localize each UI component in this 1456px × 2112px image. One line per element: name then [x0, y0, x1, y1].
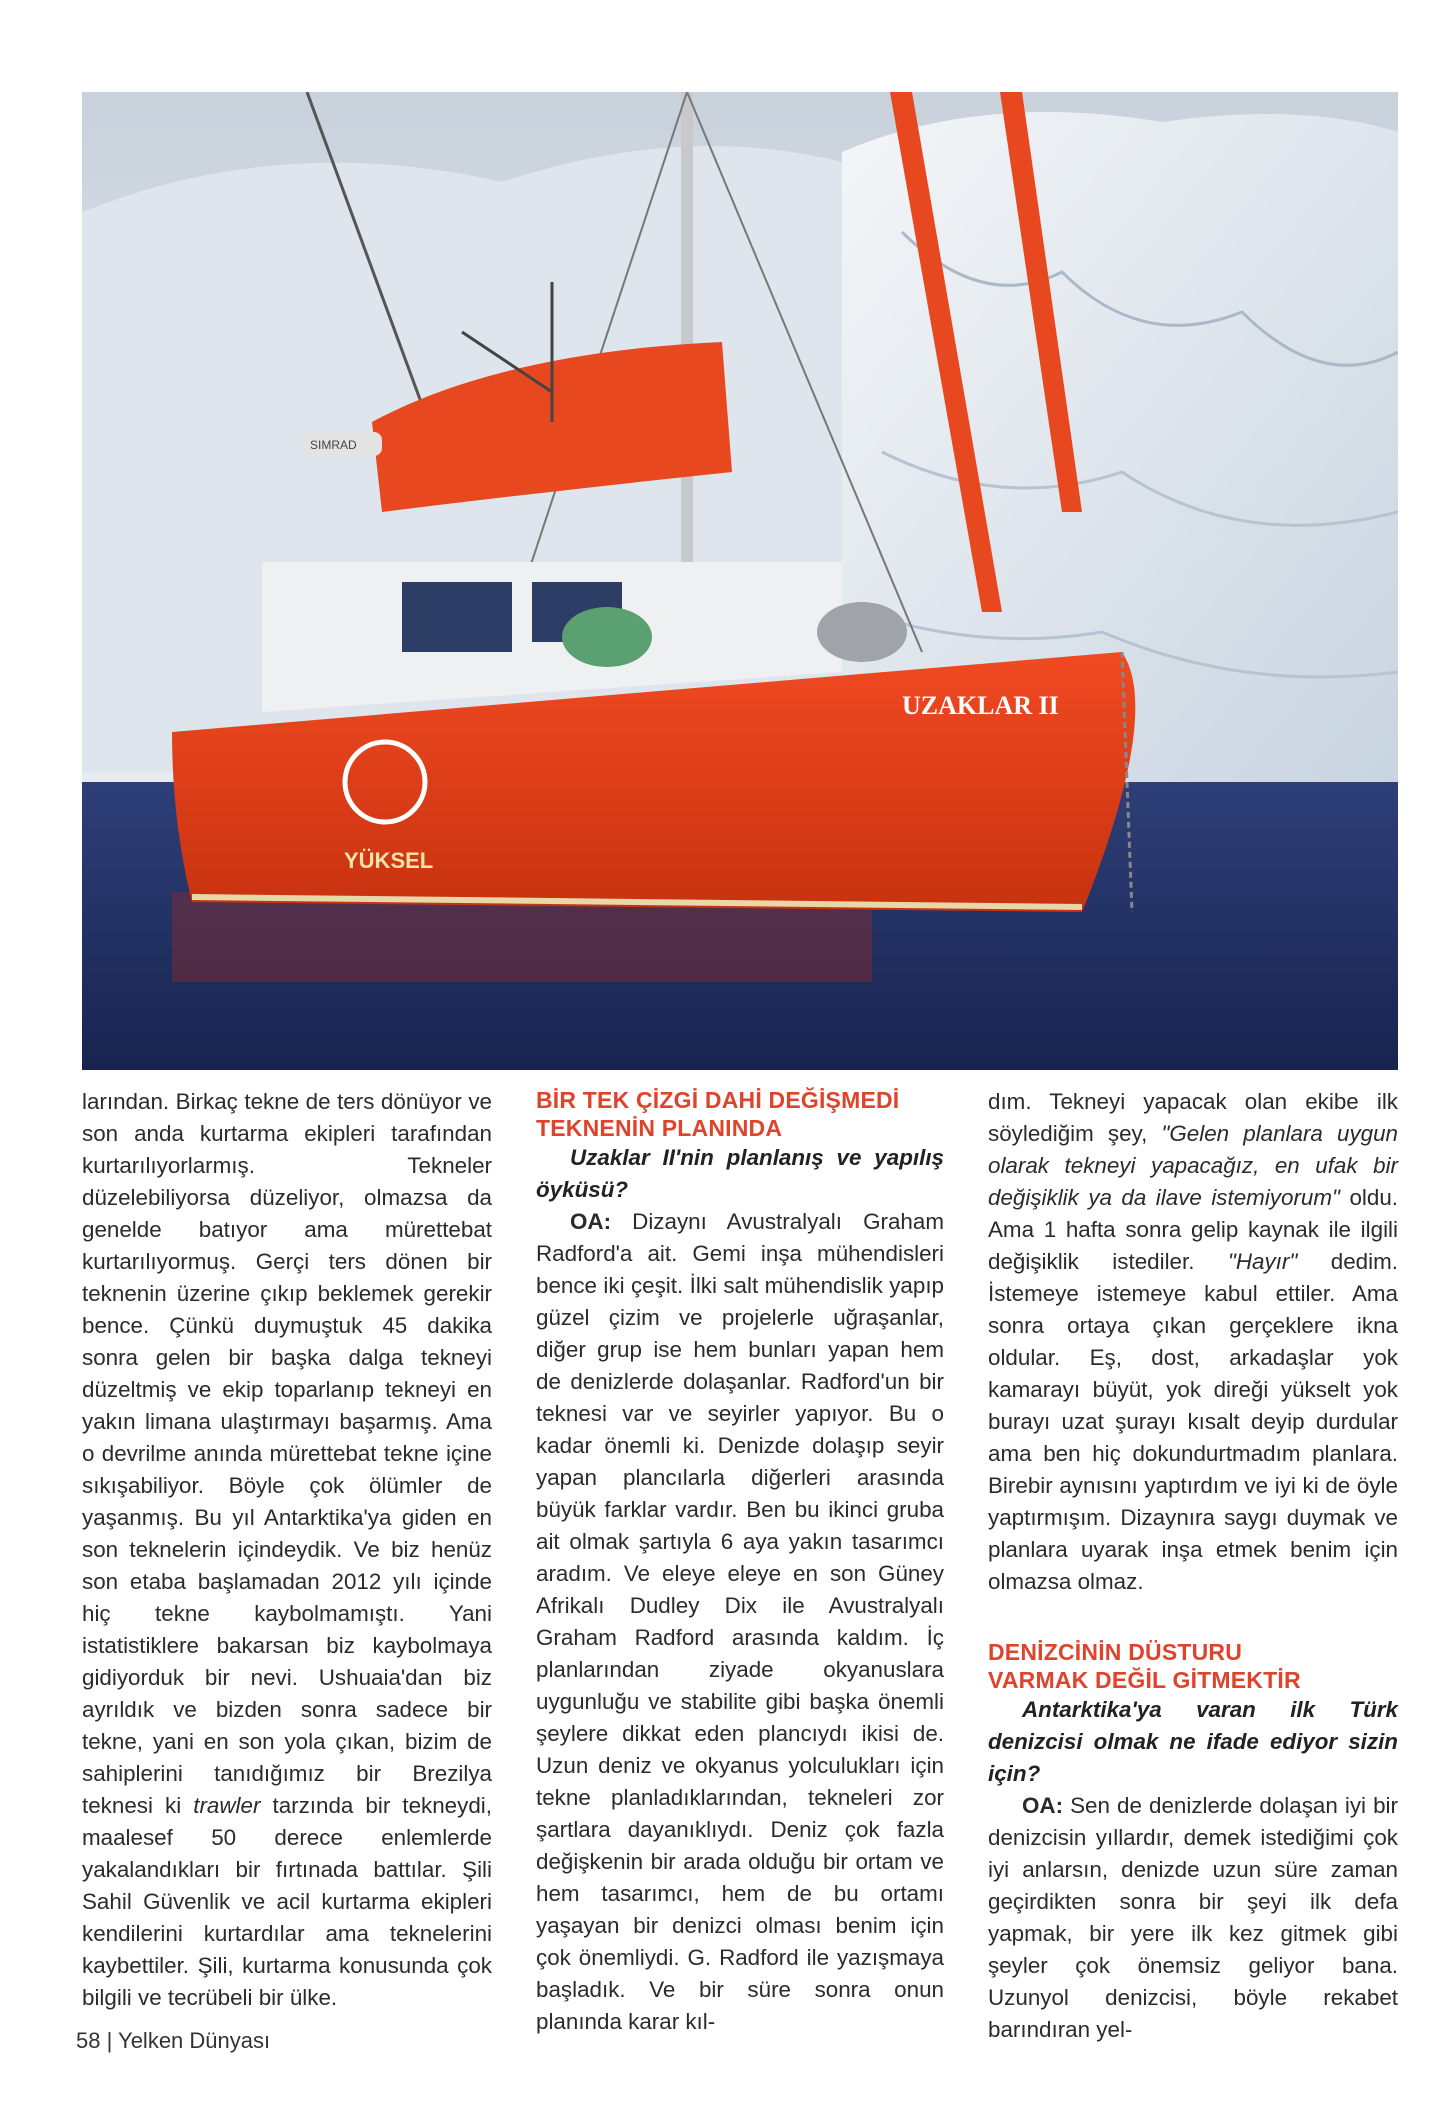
col3-text-2: oldu. Ama 1 hafta sonra gelip kaynak ile ilgili değişiklik istediler.	[988, 1185, 1398, 1274]
sailboat-illustration	[82, 92, 1398, 1070]
sailboat-photo	[82, 92, 1398, 1070]
heading-line-2: TEKNENİN PLANINDA	[536, 1115, 783, 1141]
heading-line-1: DENİZCİNİN DÜSTURU	[988, 1639, 1243, 1665]
speaker-label: OA:	[570, 1209, 612, 1234]
boat-name-text: UZAKLAR II	[902, 691, 1059, 720]
page-number: 58	[76, 2028, 101, 2053]
heading-line-1: BİR TEK ÇİZGİ DAHİ DEĞİŞMEDİ	[536, 1087, 900, 1113]
column-3	[988, 1086, 1398, 2046]
col3-text-1: dım. Tekneyi yapacak olan ekibe ilk söylediğim şey,	[988, 1089, 1398, 1146]
answer-text: Dizaynı Avustralyalı Graham Radford'a ait. Gemi inşa mühendisleri bence iki çeşit. İlki salt mühendislik yapıp güzel çizim ve projelerle uğraşanlar, diğer grup ise hem bunları yapan hem de denizlerde dolaşanlar. Radford'un bir teknesi var ve seyirler yapıyor. Bu o kadar önemli ki. Denizde dolaşıp seyir yapan plancılarla diğerleri arasında büyük farklar vardır. Ben bu ikinci gruba ait olmak şartıyla 6 aya yakın tasarımcı aradım. Ve eleye eleye en son Güney Afrikalı Dudley Dix ile Avustralyalı Graham Radford arasında kaldım. İç planlarından ziyade okyanuslara uygunluğu ve stabilite gibi başka önemli şeylere dikkat eden plancıydı ikisi de. Uzun deniz ve okyanus yolculukları için tekne planladıklarından, tekneleri zor şartlara dayanıklıydı. Deniz çok fazla değişkenin bir arada olduğu bir ortam ve hem tasarımcı, hem de bu ortamı yaşayan bir denizci olması benim için çok önemliydi. G. Radford ile yazışmaya başladık. Ve bir süre sonra onun planında karar kıl-	[536, 1209, 944, 2034]
magazine-name: Yelken Dünyası	[118, 2028, 271, 2053]
speaker-label: OA:	[1022, 1793, 1064, 1818]
interview-answer	[536, 1206, 944, 2038]
section-heading	[536, 1086, 944, 1142]
interview-question: Antarktika'ya varan ilk Türk denizcisi olmak ne ifade ediyor sizin için?	[988, 1697, 1398, 1786]
spacer	[988, 1598, 1398, 1638]
answer-text: Sen de denizlerde dolaşan iyi bir denizcisin yıllardır, demek istediğimi çok iyi anlarsın, denizde uzun süre zaman geçirdikten sonra bir şeyi ilk defa yapmak, bir yere ilk kez gitmek gibi şeyler çok önemsiz geliyor bana. Uzunyol denizcisi, böyle rekabet barındıran yel-	[988, 1793, 1398, 2042]
heading-line-2: VARMAK DEĞİL GİTMEKTİR	[988, 1667, 1301, 1693]
col3-text-3: dedim. İstemeye istemeye kabul ettiler. Ama sonra ortaya çıkan gerçeklere ikna oldular. Eş, dost, arkadaşlar yok kamarayı büyüt, yok direği yükselt yok burayı uzat şurayı kısalt deyip durdular ama ben hiç dokundurtmadım planlara. Birebir aynısını yaptırdım ve iyi ki de öyle yaptırmışım. Dizaynıra saygı duymak ve planlara uyarak inşa etmek benim için olmazsa olmaz.	[988, 1249, 1398, 1594]
col1-trawler: trawler	[193, 1793, 261, 1818]
col1-text-after: tarzında bir tekneydi, maalesef 50 derece enlemlerde yakalandıkları bir fırtınada battılar. Şili Sahil Güvenlik ve acil kurtarma ekipleri kendilerini kurtardılar ama teknelerini kaybettiler. Şili, kurtarma konusunda çok bilgili ve tecrübeli bir ülke.	[82, 1793, 492, 2010]
footer-separator: |	[106, 2028, 113, 2053]
col3-quote-1: "Gelen planlara uygun olarak tekneyi yapacağız, en ufak bir değişiklik ya da ilave istemiyorum"	[988, 1121, 1398, 1210]
col3-quote-2: "Hayır"	[1227, 1249, 1298, 1274]
column-2	[536, 1086, 944, 2038]
radar-label: SIMRAD	[310, 438, 357, 452]
col3-paragraph	[988, 1086, 1398, 1598]
section-heading	[988, 1638, 1398, 1694]
col1-paragraph	[82, 1086, 492, 2014]
page-footer	[76, 2028, 270, 2054]
interview-answer	[988, 1790, 1398, 2046]
logo-text: YÜKSEL	[344, 848, 434, 873]
col1-text: larından. Birkaç tekne de ters dönüyor ve son anda kurtarma ekipleri tarafından kurtarılıyorlarmış. Tekneler düzelebiliyorsa düzeliyor, olmazsa da genelde batıyor ama mürettebat kurtarılıyormuş. Gerçi ters dönen bir teknenin üzerine çıkıp beklemek gerekir bence. Çünkü duymuştuk 45 dakika sonra gelen bir başka dalga tekneyi düzeltmiş ve ekip toparlanıp tekneyi en yakın limana ulaştırmayı başarmış. Ama o devrilme anında mürettebat tekne içine sıkışabiliyor. Böyle çok ölümler de yaşanmış. Bu yıl Antarktika'ya giden en son teknelerin içindeydik. Ve biz henüz son etaba başlamadan 2012 yılı içinde hiç tekne kaybolmamıştı. Yani istatistiklere bakarsan biz kaybolmaya gidiyorduk bir nevi. Ushuaia'dan biz ayrıldık ve bizden sonra sadece bir tekne, yani en son yola çıkan, bizim de sahiplerini tanıdığımız bir Brezilya teknesi ki	[82, 1089, 492, 1818]
column-1	[82, 1086, 492, 2014]
interview-question: Uzaklar II'nin planlanış ve yapılış öyküsü?	[536, 1145, 944, 1202]
